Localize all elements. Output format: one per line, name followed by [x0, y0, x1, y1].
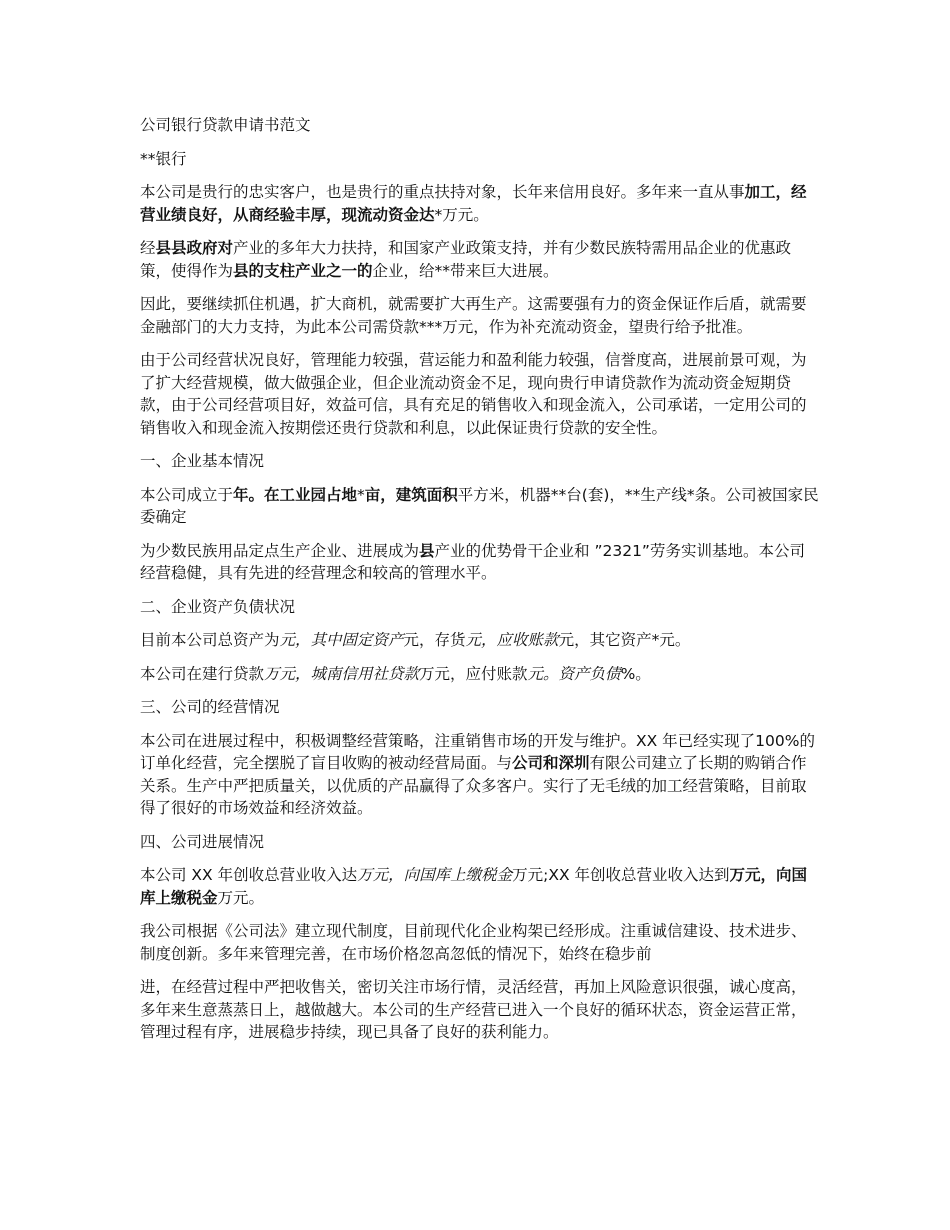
- paragraph-company-basics: [140, 484, 820, 529]
- run: 企业，给**带来巨大进展。: [372, 261, 559, 280]
- run-bold: 亩，建筑面积: [364, 485, 458, 504]
- run: 平方米，机器**台(套)，**生产线*条。公司被国家民委确定: [140, 485, 819, 526]
- run: 万元;XX 年创收总营业收入达到: [512, 866, 730, 884]
- section-heading-development: 四、公司进展情况: [140, 832, 265, 851]
- run: 本公司成立于: [140, 485, 234, 504]
- paragraph-operations: [140, 730, 820, 820]
- document-title: 公司银行贷款申请书范文: [140, 116, 311, 134]
- run-italic: 元，其中固定资产: [279, 631, 404, 649]
- run-italic: 万元，向国库上缴税金: [357, 866, 513, 884]
- run: 本公司在建行贷款: [140, 664, 265, 683]
- run-bold: 万元，向国库上缴税金: [140, 866, 808, 907]
- run-italic: 元。资产负债: [527, 664, 621, 683]
- section-heading-assets: 二、企业资产负债状况: [140, 597, 296, 616]
- section-heading-operations: 三、公司的经营情况: [140, 698, 280, 716]
- run: 有限公司建立了长期的购销合作关系。生产中严把质量关，以优质的产品赢得了众多客户。实行了无毛绒的加工经营策略，目前取得了很好的市场效益和经济效益。: [140, 754, 807, 817]
- run: 经: [140, 239, 156, 257]
- paragraph-loan-request: 因此，要继续抓住机遇，扩大商机，就需要扩大再生产。这需要强有力的资金保证作后盾，就需要金融部门的大力支持，为此本公司需贷款***万元，作为补充流动资金，望贵行给予批准。: [140, 295, 807, 336]
- paragraph-designation: [140, 540, 820, 585]
- run-bold: 县: [419, 541, 435, 560]
- paragraph-reason: 由于公司经营状况良好，管理能力较强，营运能力和盈利能力较强，信誉度高，进展前景可观，为了扩大经营规模，做大做强企业，但企业流动资金不足，现向贵行申请贷款作为流动资金短期贷款，由于公司经营项目好，效益可信，具有充足的销售收入和现金流入，公司承诺，一定用公司的销售收入和现金流入按期偿还贵行贷款和利息，以此保证贵行贷款的安全性。: [140, 351, 807, 437]
- paragraph-assets: [140, 629, 820, 652]
- paragraph-management: 我公司根据《公司法》建立现代制度，目前现代化企业构架已经形成。注重诚信建设、技术进步、制度创新。多年来管理完善，在市场价格忽高忽低的情况下，始终在稳步前: [140, 922, 807, 963]
- run: 本公司 XX 年创收总营业收入达: [140, 866, 358, 884]
- paragraph-revenue: [140, 864, 820, 909]
- addressee-bank: **银行: [140, 149, 187, 168]
- run-italic: 万元，城南信用社贷款: [264, 664, 420, 683]
- run: 产业的优势骨干企业和 ”2321”劳务实训基地。本公司经营稳健，具有先进的经营理念和较高的管理水平。: [140, 541, 805, 582]
- run-italic: 元，应收账款: [465, 631, 559, 649]
- run-bold: 公司和深圳: [512, 754, 590, 772]
- run: 元，存货: [403, 631, 466, 649]
- run: 万元。: [217, 888, 265, 907]
- run-bold: 县的支柱产业之一的: [233, 261, 373, 280]
- run-bold: 年。在工业园占地: [233, 485, 358, 504]
- run: 本公司在进展过程中，积极调整经营策略，注重销售市场的开发与维护。XX 年已经实现了100%的订单化经营，完全摆脱了盲目收购的被动经营局面。与: [140, 731, 815, 772]
- section-heading-basic-info: 一、企业基本情况: [140, 452, 265, 470]
- run-bold: 县县政府对: [155, 239, 234, 257]
- paragraph-liabilities: [140, 663, 820, 686]
- run: *: [357, 485, 365, 504]
- run: 目前本公司总资产为: [140, 631, 280, 649]
- paragraph-profitability: 进，在经营过程中严把收售关，密切关注市场行情，灵活经营，再加上风险意识很强，诚心度高，多年来生意蒸蒸日上，越做越大。本公司的生产经营已进入一个良好的循环状态，资金运营正常，管理过程有序，进展稳步持续，现已具备了良好的获利能力。: [140, 978, 807, 1041]
- run: 产业的多年大力扶持，和国家产业政策支持，并有少数民族特需用品企业的优惠政策，使得作为: [140, 239, 792, 280]
- run: 元，其它资产*元。: [558, 631, 691, 649]
- run: 万元，应付账款: [419, 664, 528, 683]
- run: %。: [620, 664, 651, 683]
- document-page: [140, 114, 820, 1055]
- run: *万元。: [434, 205, 489, 224]
- run: 为少数民族用品定点生产企业、进展成为: [140, 541, 420, 560]
- paragraph-intro: [140, 181, 820, 226]
- paragraph-policy: [140, 237, 820, 282]
- run-bold: 加工，经营业绩良好，从商经验丰厚，现流动资金达: [140, 183, 807, 224]
- run: 本公司是贵行的忠实客户，也是贵行的重点扶持对象，长年来信用良好。多年来一直从事: [140, 183, 745, 201]
